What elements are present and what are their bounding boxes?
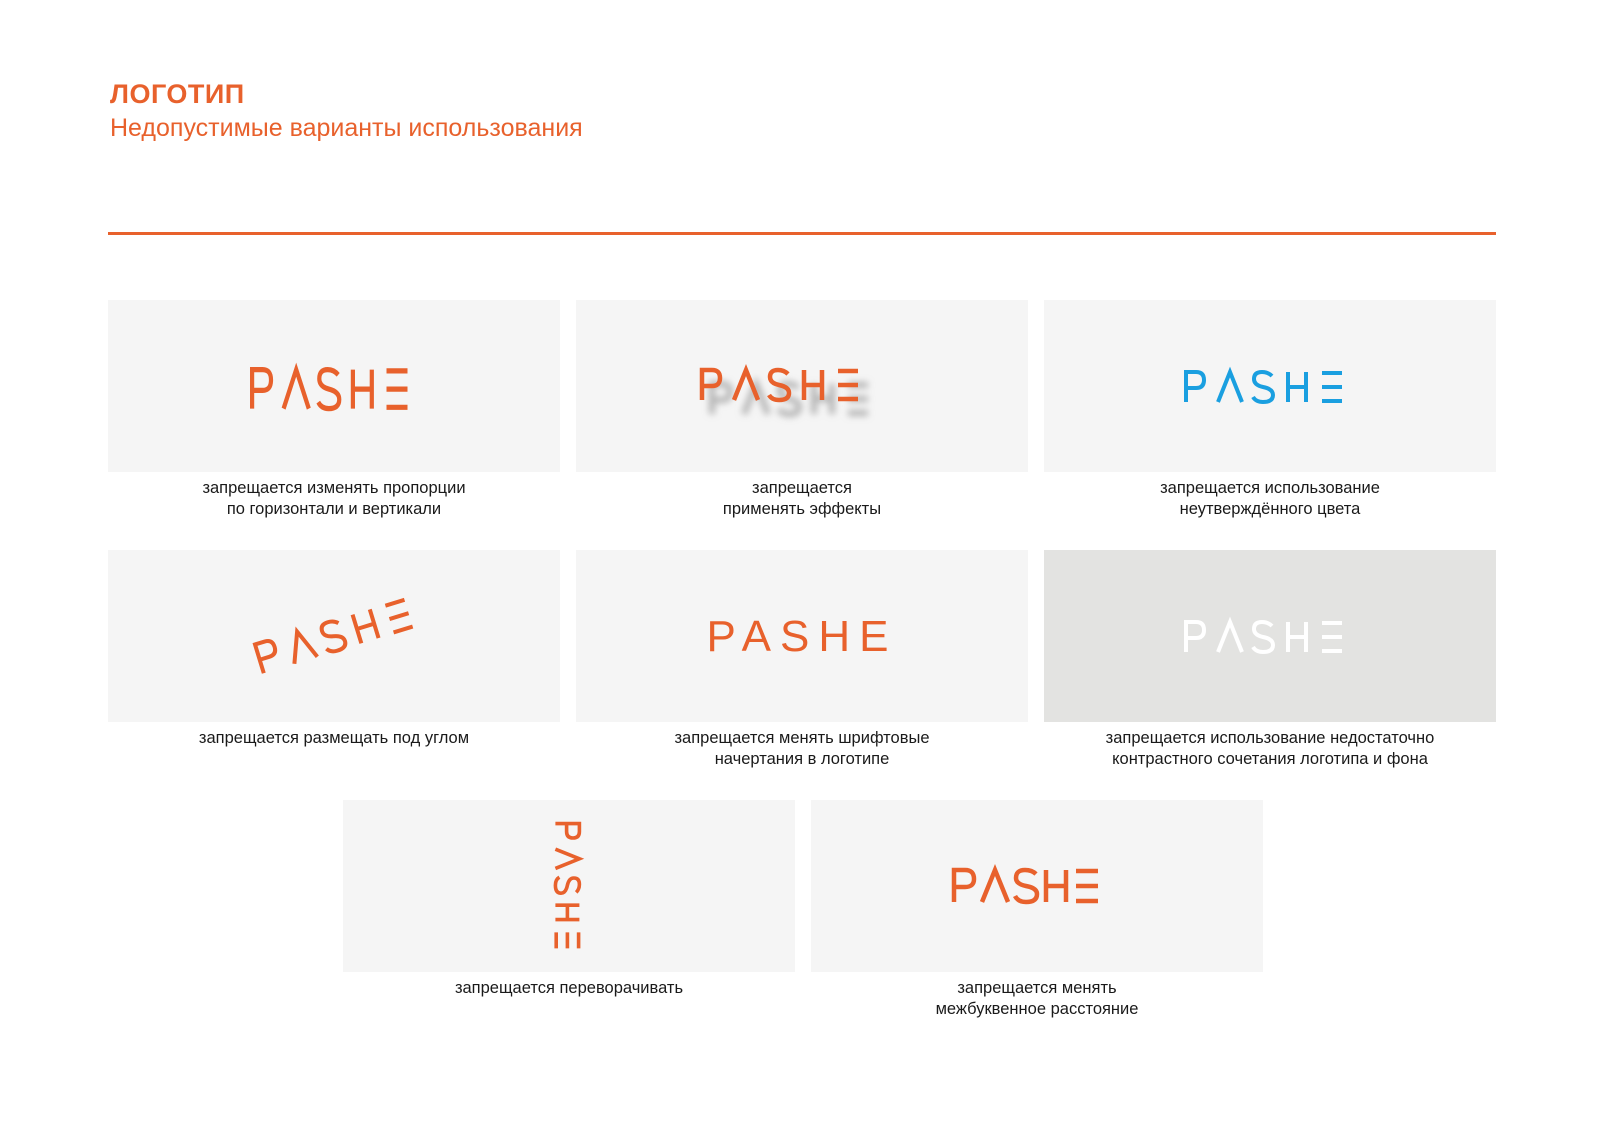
logo-panel-dark [1044, 550, 1496, 722]
card-color [1044, 300, 1496, 520]
card-effects [576, 300, 1028, 520]
card-caption: запрещается использование недостаточно контрастного сочетания логотипа и фона [1105, 729, 1435, 768]
logo-panel [576, 550, 1028, 722]
logo-text-alt-font: PASHE [706, 612, 898, 661]
card-contrast [1044, 550, 1496, 770]
card-font [576, 550, 1028, 770]
card-caption: запрещается менять межбуквенное расстояние [935, 979, 1139, 1018]
logo-panel [343, 800, 795, 972]
card-caption: запрещается использование неутверждённого цвета [1160, 479, 1380, 518]
card-spacing [811, 800, 1263, 1020]
page-title: ЛОГОТИП [110, 79, 245, 109]
card-caption: запрещается применять эффекты [722, 479, 882, 518]
card-caption: запрещается изменять пропорции по горизонтали и вертикали [202, 479, 466, 518]
logo-panel [1044, 300, 1496, 472]
logo-panel [108, 300, 560, 472]
logo-rotated [108, 550, 560, 722]
logo-panel [108, 550, 560, 722]
card-angle [108, 550, 560, 749]
logo-stretched [108, 300, 560, 472]
logo-with-shadow [576, 300, 1028, 472]
card-caption: запрещается переворачивать [454, 979, 684, 997]
logo-wrong-font [576, 550, 1028, 722]
logo-wrong-color [1044, 300, 1496, 472]
logo-panel [576, 300, 1028, 472]
header-divider [108, 232, 1496, 235]
card-flip [343, 800, 795, 999]
logo-tight-spacing [811, 800, 1263, 972]
logo-vertical [343, 800, 795, 972]
card-caption: запрещается менять шрифтовые начертания в логотипе [674, 729, 930, 768]
page-subtitle: Недопустимые варианты использования [110, 114, 583, 142]
page-header [110, 78, 583, 144]
card-proportions [108, 300, 560, 520]
logo-low-contrast [1044, 550, 1496, 722]
logo-panel [811, 800, 1263, 972]
card-caption: запрещается размещать под углом [198, 729, 470, 747]
